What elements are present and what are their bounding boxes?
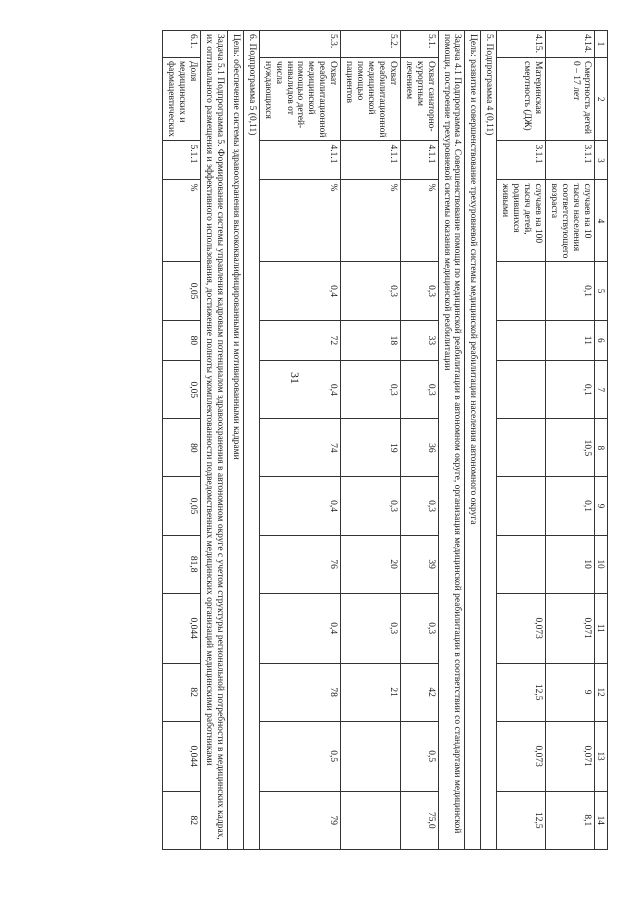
section-row	[201, 31, 228, 850]
table-cell: 0,3	[341, 262, 401, 320]
table-cell: 0,3	[341, 361, 401, 419]
table-cell: случаев на 10 тысяч населения соответствующего возраста	[545, 180, 594, 262]
table-cell: 5.1.1	[163, 141, 201, 180]
table-row	[497, 31, 546, 850]
table-cell: 0,4	[259, 361, 340, 419]
table-cell: 0,1	[545, 361, 594, 419]
table-cell: 33	[400, 320, 438, 361]
table-cell: 20	[341, 535, 401, 593]
section-text: Цель: развитие и совершенствование трехуровневой системы медицинской реабилитации населения автономного округа	[465, 31, 481, 850]
table-cell: 39	[400, 535, 438, 593]
header-cell: 11	[594, 593, 607, 663]
table-cell: 0,05	[163, 361, 201, 419]
table-cell	[341, 721, 401, 791]
header-cell: 13	[594, 721, 607, 791]
table-cell: 18	[341, 320, 401, 361]
table-cell: 4.15.	[497, 31, 546, 58]
table-cell: 10	[545, 535, 594, 593]
table-cell	[497, 262, 546, 320]
table-row	[163, 31, 201, 850]
table-cell: 0,073	[497, 721, 546, 791]
section-row	[481, 31, 497, 850]
table-cell: 0,3	[341, 593, 401, 663]
table-cell: случаев на 100 тысяч детей, родившихся живыми	[497, 180, 546, 262]
table-row	[341, 31, 401, 850]
section-text: Задача 5.1 Подпрограмма 5. Формирование системы управления кадровым потенциалом здравоохранения в автономном округе с учетом структуры региональной потребности в медицинских кадрах, их оптимального размещения и эффективного использования, достижение полноты укомплектованности подведомственных медицинских организаций медицинскими работниками	[201, 31, 228, 850]
section-row	[243, 31, 259, 850]
header-cell: 1	[594, 31, 607, 58]
table-cell: 4.1.1	[400, 141, 438, 180]
table-cell: Доля медицинских и фармацевтических	[163, 58, 201, 141]
header-cell: 4	[594, 180, 607, 262]
table-cell: 0,3	[400, 361, 438, 419]
section-row	[227, 31, 243, 850]
header-cell: 9	[594, 477, 607, 535]
section-text: Цель: обеспечение системы здравоохранения высококвалифицированными и мотивированными кадрами	[227, 31, 243, 850]
header-cell: 8	[594, 419, 607, 477]
table-cell: Охват санаторно-курортным лечением	[400, 58, 438, 141]
table-row	[400, 31, 438, 850]
table-cell: 9	[545, 663, 594, 721]
header-cell: 6	[594, 320, 607, 361]
table-cell: 5.3.	[259, 31, 340, 58]
table-cell: 0,3	[341, 477, 401, 535]
table-cell: 79	[259, 791, 340, 849]
table-cell: 10,5	[545, 419, 594, 477]
table-cell: 4.14.	[545, 31, 594, 58]
table-cell: 82	[163, 663, 201, 721]
table-cell: 82	[163, 791, 201, 849]
table-cell: %	[341, 180, 401, 262]
table-cell: %	[400, 180, 438, 262]
table-cell: 72	[259, 320, 340, 361]
table-cell: 0,4	[259, 477, 340, 535]
table-cell: Охват реабилитационной медицинской помощью детей-инвалидов от числа нуждающихся	[259, 58, 340, 141]
table-cell: 21	[341, 663, 401, 721]
table-cell: 80	[163, 419, 201, 477]
header-cell: 7	[594, 361, 607, 419]
table-cell: %	[259, 180, 340, 262]
section-row	[438, 31, 465, 850]
table-cell: 11	[545, 320, 594, 361]
table-cell: 5.1.	[400, 31, 438, 58]
table-cell: 0,4	[259, 262, 340, 320]
table-row	[259, 31, 340, 850]
table-cell	[497, 477, 546, 535]
table-cell: 75,0	[400, 791, 438, 849]
table-cell	[497, 361, 546, 419]
table-cell	[497, 320, 546, 361]
table-cell: 36	[400, 419, 438, 477]
header-cell: 12	[594, 663, 607, 721]
table-cell: 0,1	[545, 477, 594, 535]
table-cell: 0,5	[400, 721, 438, 791]
table-cell	[497, 535, 546, 593]
section-row	[465, 31, 481, 850]
table-cell: 4.1.1	[341, 141, 401, 180]
header-row	[594, 31, 607, 850]
table-cell: Смертность детей 0 – 17 лет	[545, 58, 594, 141]
section-text: 6. Подпрограмма 5 (0,11)	[243, 31, 259, 850]
table-cell: 0,071	[545, 721, 594, 791]
indicators-table	[162, 30, 608, 850]
table-cell: 5.2.	[341, 31, 401, 58]
table-cell	[341, 791, 401, 849]
table-cell: 0,3	[400, 477, 438, 535]
header-cell: 14	[594, 791, 607, 849]
header-cell: 3	[594, 141, 607, 180]
page-number: 31	[288, 372, 302, 384]
table-cell: 81,8	[163, 535, 201, 593]
header-cell: 10	[594, 535, 607, 593]
table-row	[545, 31, 594, 850]
table-cell: 80	[163, 320, 201, 361]
table-cell: 12,5	[497, 663, 546, 721]
table-cell: Охват реабилитационной медицинской помощью пациентов	[341, 58, 401, 141]
table-cell: 0,071	[545, 593, 594, 663]
table-cell: 0,073	[497, 593, 546, 663]
table-cell: 8,1	[545, 791, 594, 849]
table-cell: 6.1.	[163, 31, 201, 58]
table-cell: 74	[259, 419, 340, 477]
header-cell: 5	[594, 262, 607, 320]
section-text: 5. Подпрограмма 4 (0,11)	[481, 31, 497, 850]
table-cell: 3.1.1	[497, 141, 546, 180]
table-cell: %	[163, 180, 201, 262]
table-cell	[497, 419, 546, 477]
table-cell: 0,3	[400, 262, 438, 320]
table-cell: 0,05	[163, 477, 201, 535]
rotated-table-container	[88, 30, 608, 850]
table-cell: 78	[259, 663, 340, 721]
table-cell: 4.1.1	[259, 141, 340, 180]
table-cell: 12,5	[497, 791, 546, 849]
table-cell: 0,044	[163, 721, 201, 791]
table-cell: 76	[259, 535, 340, 593]
table-cell: 19	[341, 419, 401, 477]
table-cell: 0,5	[259, 721, 340, 791]
header-cell: 2	[594, 58, 607, 141]
table-cell: 0,4	[259, 593, 340, 663]
table-cell: Материнская смертность (ДЖ)	[497, 58, 546, 141]
table-cell: 0,3	[400, 593, 438, 663]
table-cell: 0,05	[163, 262, 201, 320]
section-text: Задача 4.1 Подпрограмма 4. Совершенствование помощи по медицинской реабилитации в автономном округе, организация медицинской реабилитации в соответствии со стандартами медицинской помощи, построение трехуровневой системы оказания медицинской реабилитации	[438, 31, 465, 850]
table-cell: 42	[400, 663, 438, 721]
table-cell: 0,1	[545, 262, 594, 320]
table-cell: 3.1.1	[545, 141, 594, 180]
table-cell: 0,044	[163, 593, 201, 663]
